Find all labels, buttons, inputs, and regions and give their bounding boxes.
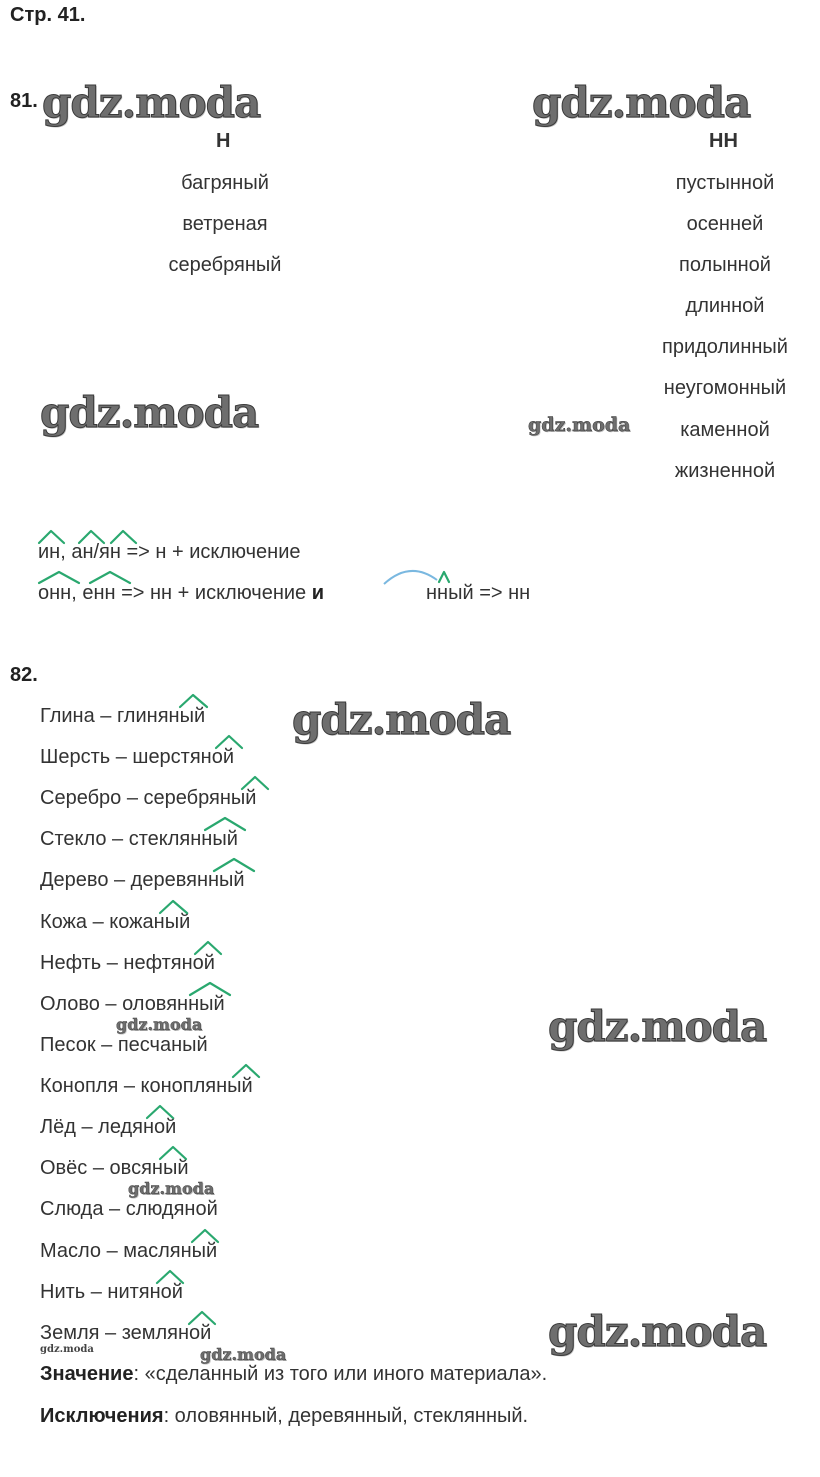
rule-n: ин, ан/ян => н + исключение (38, 541, 301, 563)
word-n: серебряный (168, 254, 282, 276)
column-header-n: Н (216, 130, 231, 152)
list-item: Конопля – конопляный (40, 1075, 253, 1097)
watermark-logo: gdz.moda (532, 78, 751, 127)
list-item: Песок – песчаный (40, 1034, 208, 1056)
word-nn: неугомонный (663, 377, 787, 399)
list-item: Овёс – овсяный (40, 1157, 189, 1179)
watermark-logo: gdz.moda (292, 695, 511, 744)
list-item: Кожа – кожаный (40, 911, 191, 933)
word-nn: пустынной (675, 172, 775, 194)
exceptions-label: Исключения (40, 1405, 164, 1427)
watermark-logo: gdz.moda (528, 414, 631, 436)
watermark-logo: gdz.moda (116, 1015, 203, 1034)
list-item: Дерево – деревянный (40, 869, 245, 891)
word-n: ветреная (182, 213, 268, 235)
page-reference: Стр. 41. (10, 4, 86, 26)
exercise-81-number: 81. (10, 90, 38, 112)
meaning-label: Значение (40, 1363, 134, 1385)
word-nn: каменной (680, 419, 770, 441)
exercise-82-number: 82. (10, 664, 38, 686)
watermark-logo: gdz.moda (548, 1307, 767, 1356)
word-nn: осенней (686, 213, 764, 235)
watermark-logo: gdz.moda (42, 78, 261, 127)
rule-nn-text: онн, енн => нн + исключение (38, 582, 312, 604)
word-nn: жизненной (674, 460, 776, 482)
list-item: Земля – земляной (40, 1322, 212, 1344)
watermark-logo: gdz.moda (40, 388, 259, 437)
list-item: Нефть – нефтяной (40, 952, 215, 974)
watermark-logo: gdz.moda (40, 1344, 94, 1355)
meaning-line (40, 1363, 547, 1386)
list-item: Олово – оловянный (40, 993, 225, 1015)
list-item: Масло – масляный (40, 1240, 218, 1262)
rule-nn-conj: и (311, 582, 325, 604)
list-item: Шерсть – шерстяной (40, 746, 235, 768)
list-item: Глина – глиняный (40, 705, 206, 727)
column-header-nn: НН (709, 130, 738, 152)
list-item: Лёд – ледяной (40, 1116, 177, 1138)
word-n: багряный (181, 172, 269, 194)
word-nn: придолинный (662, 336, 788, 358)
word-nn: длинной (685, 295, 765, 317)
list-item: Нить – нитяной (40, 1281, 183, 1303)
watermark-logo: gdz.moda (128, 1179, 215, 1198)
list-item: Стекло – стеклянный (40, 828, 238, 850)
word-nn: полынной (679, 254, 771, 276)
exceptions-text: : оловянный, деревянный, стеклянный. (163, 1405, 529, 1427)
list-item: Серебро – серебряный (40, 787, 257, 809)
rule-nn-suffix: нный => нн (426, 582, 531, 604)
exceptions-line (40, 1405, 528, 1428)
watermark-logo: gdz.moda (200, 1345, 287, 1364)
watermark-logo: gdz.moda (548, 1002, 767, 1051)
list-item: Слюда – слюдяной (40, 1198, 218, 1220)
meaning-text: : «сделанный из того или иного материала». (133, 1363, 548, 1385)
